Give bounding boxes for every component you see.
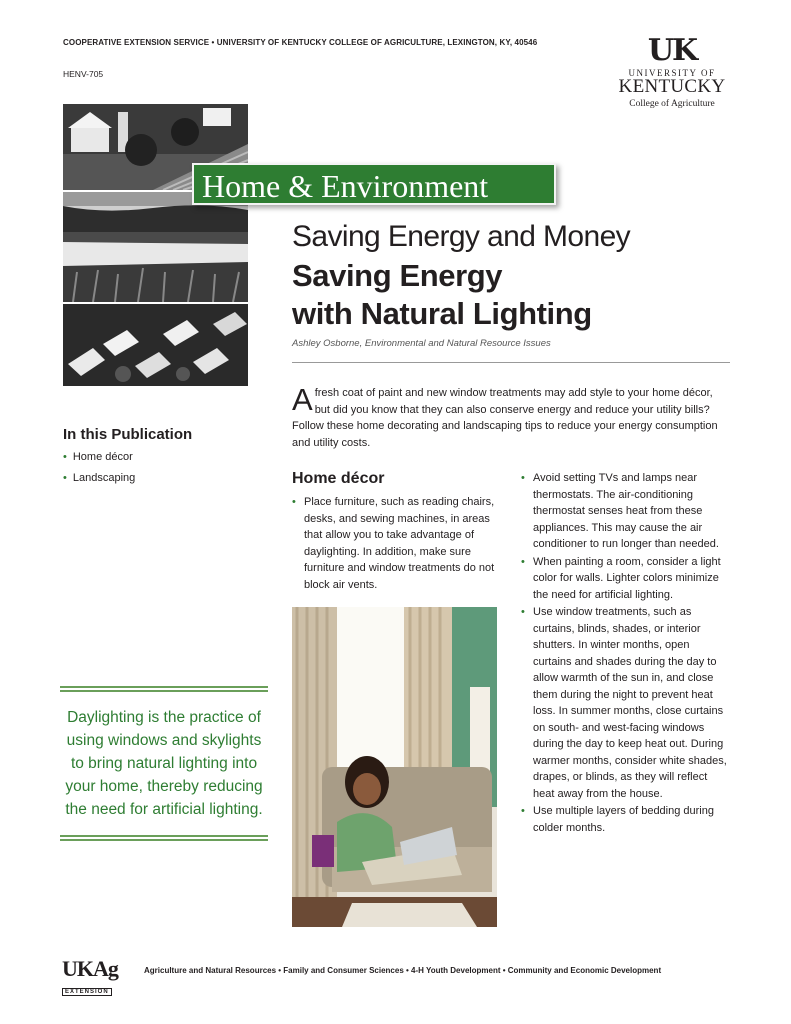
neighborhood-photo	[63, 304, 248, 386]
bullet-item: • Place furniture, such as reading chairs, desks, and sewing machines, in areas that allow you to take advantage of daylighting. In addition, make sure furniture and window treatments do not block air vents.	[292, 494, 502, 593]
header-line	[63, 38, 537, 47]
header-institution: UNIVERSITY OF KENTUCKY COLLEGE OF AGRICULTURE, LEXINGTON, KY, 40546	[216, 38, 538, 47]
pull-quote-text: Daylighting is the practice of using windows and skylights to bring natural lighting into your home, thereby reducing the need for artificial lighting.	[65, 709, 263, 818]
woman-on-couch-photo	[292, 607, 497, 927]
footer-programs: Agriculture and Natural Resources • Family and Consumer Sciences • 4-H Youth Development • Community and Economic Development	[144, 966, 662, 975]
col1-bullets	[292, 494, 502, 593]
intro-paragraph	[292, 382, 730, 451]
main-title-line2: with Natural Lighting	[292, 296, 592, 331]
main-title	[292, 257, 592, 333]
intro-text: fresh coat of paint and new window treatments may add style to your home décor, but did you know that they can also conserve energy and reduce your utility bills? Follow these home decorating and landscaping tips to reduce your energy consumption and utility costs.	[292, 387, 718, 449]
uk-mark: UK	[647, 33, 697, 68]
uk-kentucky: KENTUCKY	[618, 76, 726, 97]
extension-label: EXTENSION	[62, 988, 112, 996]
uk-university-of: UNIVERSITY OF	[628, 68, 716, 78]
wetland-photo	[63, 192, 248, 302]
pull-quote-rule-bottom	[60, 835, 268, 841]
author-line: Ashley Osborne, Environmental and Natural Resource Issues	[292, 338, 551, 349]
dropcap: A	[292, 382, 313, 417]
ukag-mark: UKAg	[62, 956, 118, 981]
uk-logo	[612, 33, 732, 109]
toc-item: • Home décor	[63, 451, 135, 472]
publication-number: HENV-705	[63, 69, 104, 79]
toc-title: In this Publication	[63, 426, 193, 443]
toc-item: • Landscaping	[63, 472, 135, 493]
col2-bullets	[521, 470, 731, 837]
pull-quote	[60, 686, 268, 841]
bullet-item: • Avoid setting TVs and lamps near thermostats. The air-conditioning thermostat senses heat from these appliances. This may cause the air conditioner to run longer than needed.	[521, 470, 731, 553]
header-separator: •	[209, 38, 217, 47]
toc-list	[63, 451, 135, 493]
main-title-line1: Saving Energy	[292, 258, 503, 293]
cover-photo-stack	[63, 104, 248, 386]
series-title: Saving Energy and Money	[292, 220, 631, 253]
uk-college: College of Agriculture	[629, 99, 715, 109]
section-heading: Home décor	[292, 470, 385, 487]
bullet-item: • Use multiple layers of bedding during colder months.	[521, 803, 731, 836]
header-service: COOPERATIVE EXTENSION SERVICE	[63, 38, 210, 47]
title-divider	[292, 362, 730, 363]
section-banner: Home & Environment	[192, 163, 556, 205]
ukag-extension-logo	[62, 958, 130, 998]
bullet-item: • When painting a room, consider a light color for walls. Lighter colors minimize the need for artificial lighting.	[521, 554, 731, 604]
bullet-item: • Use window treatments, such as curtains, blinds, shades, or interior shutters. In winter months, open curtains and shades during the day to allow warmth of the sun in, and close them during the night to prevent heat loss. In summer months, close curtains on south- and west-facing windows during the day to keep heat out. During warmer months, consider white shades, drapes, or blinds, as they will reflect heat away from the house.	[521, 604, 731, 802]
